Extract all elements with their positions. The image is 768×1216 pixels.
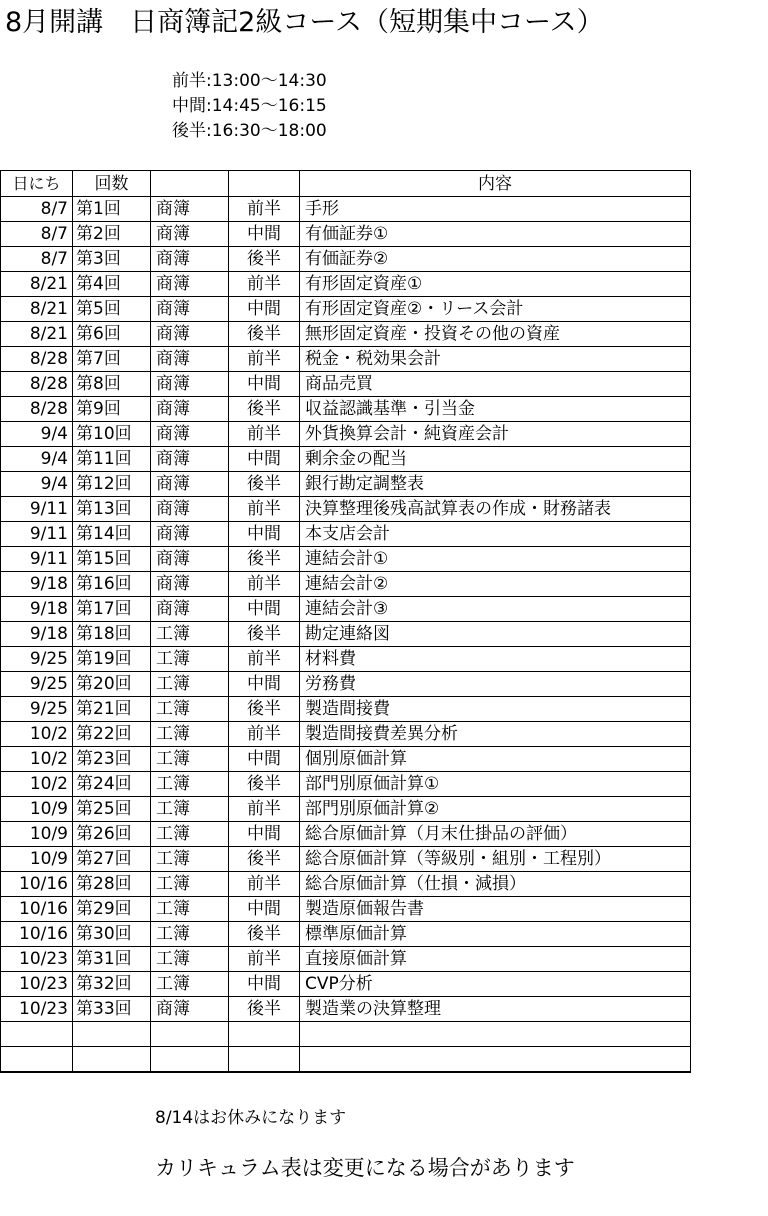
cell-subject: 商簿 bbox=[151, 472, 229, 497]
table-row bbox=[1, 547, 691, 572]
cell-part: 中間 bbox=[229, 822, 300, 847]
header-session: 回数 bbox=[73, 171, 151, 197]
cell-part: 中間 bbox=[229, 297, 300, 322]
header-date: 日にち bbox=[1, 171, 73, 197]
table-row bbox=[1, 672, 691, 697]
cell-subject: 商簿 bbox=[151, 347, 229, 372]
cell-session: 第18回 bbox=[73, 622, 151, 647]
cell-session: 第27回 bbox=[73, 847, 151, 872]
cell-subject: 商簿 bbox=[151, 272, 229, 297]
table-row bbox=[1, 647, 691, 672]
cell-date: 9/18 bbox=[1, 622, 73, 647]
cell-content: 連結会計① bbox=[300, 547, 691, 572]
cell-content: 有価証券① bbox=[300, 222, 691, 247]
table-row bbox=[1, 397, 691, 422]
cell-content: 製造原価報告書 bbox=[300, 897, 691, 922]
cell-date: 9/25 bbox=[1, 697, 73, 722]
cell-part: 中間 bbox=[229, 222, 300, 247]
table-row bbox=[1, 322, 691, 347]
cell-session: 第25回 bbox=[73, 797, 151, 822]
cell-subject: 商簿 bbox=[151, 222, 229, 247]
table-row bbox=[1, 422, 691, 447]
table-row bbox=[1, 872, 691, 897]
cell-subject: 工簿 bbox=[151, 772, 229, 797]
cell-date: 10/2 bbox=[1, 772, 73, 797]
blank-cell bbox=[151, 1047, 229, 1073]
table-row bbox=[1, 497, 691, 522]
cell-part: 前半 bbox=[229, 347, 300, 372]
cell-content: 有形固定資産②・リース会計 bbox=[300, 297, 691, 322]
cell-date: 8/21 bbox=[1, 297, 73, 322]
cell-part: 前半 bbox=[229, 722, 300, 747]
cell-date: 10/2 bbox=[1, 747, 73, 772]
cell-content: 銀行勘定調整表 bbox=[300, 472, 691, 497]
cell-date: 10/23 bbox=[1, 997, 73, 1022]
cell-date: 9/4 bbox=[1, 472, 73, 497]
cell-content: 直接原価計算 bbox=[300, 947, 691, 972]
cell-session: 第3回 bbox=[73, 247, 151, 272]
cell-part: 後半 bbox=[229, 472, 300, 497]
cell-part: 中間 bbox=[229, 372, 300, 397]
cell-content: 製造業の決算整理 bbox=[300, 997, 691, 1022]
cell-date: 8/7 bbox=[1, 247, 73, 272]
cell-content: 部門別原価計算② bbox=[300, 797, 691, 822]
cell-part: 前半 bbox=[229, 797, 300, 822]
table-row bbox=[1, 697, 691, 722]
cell-session: 第17回 bbox=[73, 597, 151, 622]
cell-date: 9/11 bbox=[1, 497, 73, 522]
cell-subject: 商簿 bbox=[151, 297, 229, 322]
cell-subject: 工簿 bbox=[151, 947, 229, 972]
cell-date: 10/9 bbox=[1, 847, 73, 872]
cell-subject: 工簿 bbox=[151, 697, 229, 722]
cell-date: 8/7 bbox=[1, 197, 73, 222]
cell-content: 収益認識基準・引当金 bbox=[300, 397, 691, 422]
cell-date: 9/11 bbox=[1, 547, 73, 572]
cell-session: 第9回 bbox=[73, 397, 151, 422]
cell-content: 商品売買 bbox=[300, 372, 691, 397]
cell-date: 9/4 bbox=[1, 447, 73, 472]
table-row bbox=[1, 347, 691, 372]
cell-part: 後半 bbox=[229, 997, 300, 1022]
cell-date: 10/23 bbox=[1, 947, 73, 972]
cell-date: 9/4 bbox=[1, 422, 73, 447]
table-row bbox=[1, 722, 691, 747]
cell-subject: 工簿 bbox=[151, 972, 229, 997]
table-row bbox=[1, 797, 691, 822]
cell-session: 第31回 bbox=[73, 947, 151, 972]
cell-part: 後半 bbox=[229, 772, 300, 797]
blank-cell bbox=[73, 1047, 151, 1073]
cell-part: 中間 bbox=[229, 672, 300, 697]
cell-subject: 工簿 bbox=[151, 822, 229, 847]
cell-subject: 工簿 bbox=[151, 897, 229, 922]
cell-content: CVP分析 bbox=[300, 972, 691, 997]
table-row bbox=[1, 947, 691, 972]
cell-date: 8/21 bbox=[1, 322, 73, 347]
cell-session: 第7回 bbox=[73, 347, 151, 372]
cell-part: 前半 bbox=[229, 872, 300, 897]
table-row bbox=[1, 472, 691, 497]
cell-date: 10/9 bbox=[1, 797, 73, 822]
cell-part: 前半 bbox=[229, 497, 300, 522]
cell-content: 材料費 bbox=[300, 647, 691, 672]
table-row bbox=[1, 622, 691, 647]
cell-subject: 工簿 bbox=[151, 672, 229, 697]
cell-date: 10/16 bbox=[1, 922, 73, 947]
cell-date: 9/25 bbox=[1, 672, 73, 697]
table-row bbox=[1, 847, 691, 872]
page-title: 8月開講 日商簿記2級コース（短期集中コース） bbox=[5, 7, 604, 38]
cell-part: 後半 bbox=[229, 247, 300, 272]
cell-part: 中間 bbox=[229, 597, 300, 622]
cell-subject: 工簿 bbox=[151, 747, 229, 772]
cell-part: 前半 bbox=[229, 572, 300, 597]
cell-subject: 商簿 bbox=[151, 497, 229, 522]
cell-subject: 商簿 bbox=[151, 522, 229, 547]
schedule-table bbox=[0, 170, 691, 1073]
cell-date: 10/16 bbox=[1, 872, 73, 897]
table-row bbox=[1, 747, 691, 772]
time-slots bbox=[172, 69, 327, 144]
cell-subject: 商簿 bbox=[151, 422, 229, 447]
cell-content: 決算整理後残高試算表の作成・財務諸表 bbox=[300, 497, 691, 522]
cell-content: 手形 bbox=[300, 197, 691, 222]
cell-content: 本支店会計 bbox=[300, 522, 691, 547]
cell-session: 第21回 bbox=[73, 697, 151, 722]
holiday-note: 8/14はお休みになります bbox=[155, 1108, 347, 1128]
cell-date: 9/11 bbox=[1, 522, 73, 547]
cell-subject: 商簿 bbox=[151, 247, 229, 272]
cell-part: 中間 bbox=[229, 747, 300, 772]
cell-content: 総合原価計算（月末仕掛品の評価） bbox=[300, 822, 691, 847]
cell-subject: 商簿 bbox=[151, 197, 229, 222]
time-slot-last: 後半:16:30～18:00 bbox=[172, 121, 327, 141]
cell-part: 前半 bbox=[229, 647, 300, 672]
cell-subject: 商簿 bbox=[151, 447, 229, 472]
cell-subject: 工簿 bbox=[151, 622, 229, 647]
cell-content: 有価証券② bbox=[300, 247, 691, 272]
table-row bbox=[1, 822, 691, 847]
cell-session: 第26回 bbox=[73, 822, 151, 847]
cell-part: 中間 bbox=[229, 897, 300, 922]
cell-subject: 商簿 bbox=[151, 322, 229, 347]
cell-date: 8/28 bbox=[1, 397, 73, 422]
cell-part: 後半 bbox=[229, 622, 300, 647]
table-header-row bbox=[1, 171, 691, 197]
cell-subject: 商簿 bbox=[151, 997, 229, 1022]
header-part bbox=[229, 171, 300, 197]
cell-content: 総合原価計算（等級別・組別・工程別） bbox=[300, 847, 691, 872]
cell-part: 中間 bbox=[229, 522, 300, 547]
cell-session: 第10回 bbox=[73, 422, 151, 447]
blank-cell bbox=[229, 1047, 300, 1073]
header-subject bbox=[151, 171, 229, 197]
cell-part: 後半 bbox=[229, 322, 300, 347]
cell-date: 8/21 bbox=[1, 272, 73, 297]
cell-date: 8/28 bbox=[1, 347, 73, 372]
cell-date: 10/9 bbox=[1, 822, 73, 847]
cell-date: 9/18 bbox=[1, 572, 73, 597]
cell-session: 第19回 bbox=[73, 647, 151, 672]
table-row bbox=[1, 522, 691, 547]
blank-cell bbox=[1, 1022, 73, 1047]
blank-cell bbox=[1, 1047, 73, 1073]
table-row bbox=[1, 197, 691, 222]
cell-part: 前半 bbox=[229, 197, 300, 222]
blank-cell bbox=[229, 1022, 300, 1047]
cell-content: 外貨換算会計・純資産会計 bbox=[300, 422, 691, 447]
cell-part: 後半 bbox=[229, 547, 300, 572]
table-row bbox=[1, 247, 691, 272]
blank-row bbox=[1, 1022, 691, 1047]
time-slot-first: 前半:13:00～14:30 bbox=[172, 71, 327, 91]
cell-subject: 工簿 bbox=[151, 722, 229, 747]
cell-session: 第2回 bbox=[73, 222, 151, 247]
curriculum-change-note: カリキュラム表は変更になる場合があります bbox=[155, 1156, 575, 1180]
cell-subject: 工簿 bbox=[151, 797, 229, 822]
blank-row bbox=[1, 1047, 691, 1073]
cell-date: 10/16 bbox=[1, 897, 73, 922]
cell-session: 第13回 bbox=[73, 497, 151, 522]
time-slot-middle: 中間:14:45～16:15 bbox=[172, 96, 327, 116]
cell-content: 連結会計② bbox=[300, 572, 691, 597]
cell-content: 部門別原価計算① bbox=[300, 772, 691, 797]
cell-content: 総合原価計算（仕損・減損） bbox=[300, 872, 691, 897]
cell-session: 第5回 bbox=[73, 297, 151, 322]
cell-content: 個別原価計算 bbox=[300, 747, 691, 772]
cell-subject: 商簿 bbox=[151, 597, 229, 622]
cell-date: 9/18 bbox=[1, 597, 73, 622]
cell-content: 標準原価計算 bbox=[300, 922, 691, 947]
cell-part: 後半 bbox=[229, 847, 300, 872]
cell-session: 第30回 bbox=[73, 922, 151, 947]
cell-part: 後半 bbox=[229, 922, 300, 947]
cell-session: 第8回 bbox=[73, 372, 151, 397]
cell-content: 剰余金の配当 bbox=[300, 447, 691, 472]
cell-content: 製造間接費差異分析 bbox=[300, 722, 691, 747]
cell-subject: 商簿 bbox=[151, 397, 229, 422]
cell-content: 有形固定資産① bbox=[300, 272, 691, 297]
cell-session: 第11回 bbox=[73, 447, 151, 472]
table-row bbox=[1, 222, 691, 247]
cell-date: 8/28 bbox=[1, 372, 73, 397]
cell-session: 第29回 bbox=[73, 897, 151, 922]
blank-cell bbox=[73, 1022, 151, 1047]
cell-part: 後半 bbox=[229, 697, 300, 722]
table-row bbox=[1, 997, 691, 1022]
cell-date: 8/7 bbox=[1, 222, 73, 247]
cell-part: 前半 bbox=[229, 947, 300, 972]
header-content: 内容 bbox=[300, 171, 691, 197]
cell-date: 10/2 bbox=[1, 722, 73, 747]
cell-content: 連結会計③ bbox=[300, 597, 691, 622]
cell-session: 第23回 bbox=[73, 747, 151, 772]
cell-part: 前半 bbox=[229, 422, 300, 447]
cell-session: 第1回 bbox=[73, 197, 151, 222]
cell-content: 製造間接費 bbox=[300, 697, 691, 722]
cell-session: 第12回 bbox=[73, 472, 151, 497]
cell-part: 中間 bbox=[229, 972, 300, 997]
cell-subject: 工簿 bbox=[151, 647, 229, 672]
cell-content: 税金・税効果会計 bbox=[300, 347, 691, 372]
table-row bbox=[1, 297, 691, 322]
cell-session: 第4回 bbox=[73, 272, 151, 297]
table-row bbox=[1, 572, 691, 597]
cell-part: 前半 bbox=[229, 272, 300, 297]
table-row bbox=[1, 772, 691, 797]
blank-cell bbox=[300, 1047, 691, 1073]
cell-content: 勘定連絡図 bbox=[300, 622, 691, 647]
cell-session: 第14回 bbox=[73, 522, 151, 547]
blank-cell bbox=[151, 1022, 229, 1047]
blank-cell bbox=[300, 1022, 691, 1047]
cell-subject: 商簿 bbox=[151, 372, 229, 397]
table-row bbox=[1, 922, 691, 947]
cell-date: 9/25 bbox=[1, 647, 73, 672]
cell-subject: 工簿 bbox=[151, 872, 229, 897]
cell-session: 第32回 bbox=[73, 972, 151, 997]
table-row bbox=[1, 972, 691, 997]
cell-session: 第33回 bbox=[73, 997, 151, 1022]
table-row bbox=[1, 372, 691, 397]
cell-part: 中間 bbox=[229, 447, 300, 472]
table-row bbox=[1, 447, 691, 472]
cell-session: 第15回 bbox=[73, 547, 151, 572]
table-row bbox=[1, 897, 691, 922]
cell-content: 無形固定資産・投資その他の資産 bbox=[300, 322, 691, 347]
cell-subject: 商簿 bbox=[151, 572, 229, 597]
cell-subject: 工簿 bbox=[151, 847, 229, 872]
table-row bbox=[1, 597, 691, 622]
cell-session: 第24回 bbox=[73, 772, 151, 797]
cell-subject: 工簿 bbox=[151, 922, 229, 947]
cell-content: 労務費 bbox=[300, 672, 691, 697]
cell-part: 後半 bbox=[229, 397, 300, 422]
cell-session: 第20回 bbox=[73, 672, 151, 697]
cell-date: 10/23 bbox=[1, 972, 73, 997]
cell-session: 第6回 bbox=[73, 322, 151, 347]
cell-session: 第28回 bbox=[73, 872, 151, 897]
cell-session: 第16回 bbox=[73, 572, 151, 597]
cell-session: 第22回 bbox=[73, 722, 151, 747]
cell-subject: 商簿 bbox=[151, 547, 229, 572]
table-row bbox=[1, 272, 691, 297]
